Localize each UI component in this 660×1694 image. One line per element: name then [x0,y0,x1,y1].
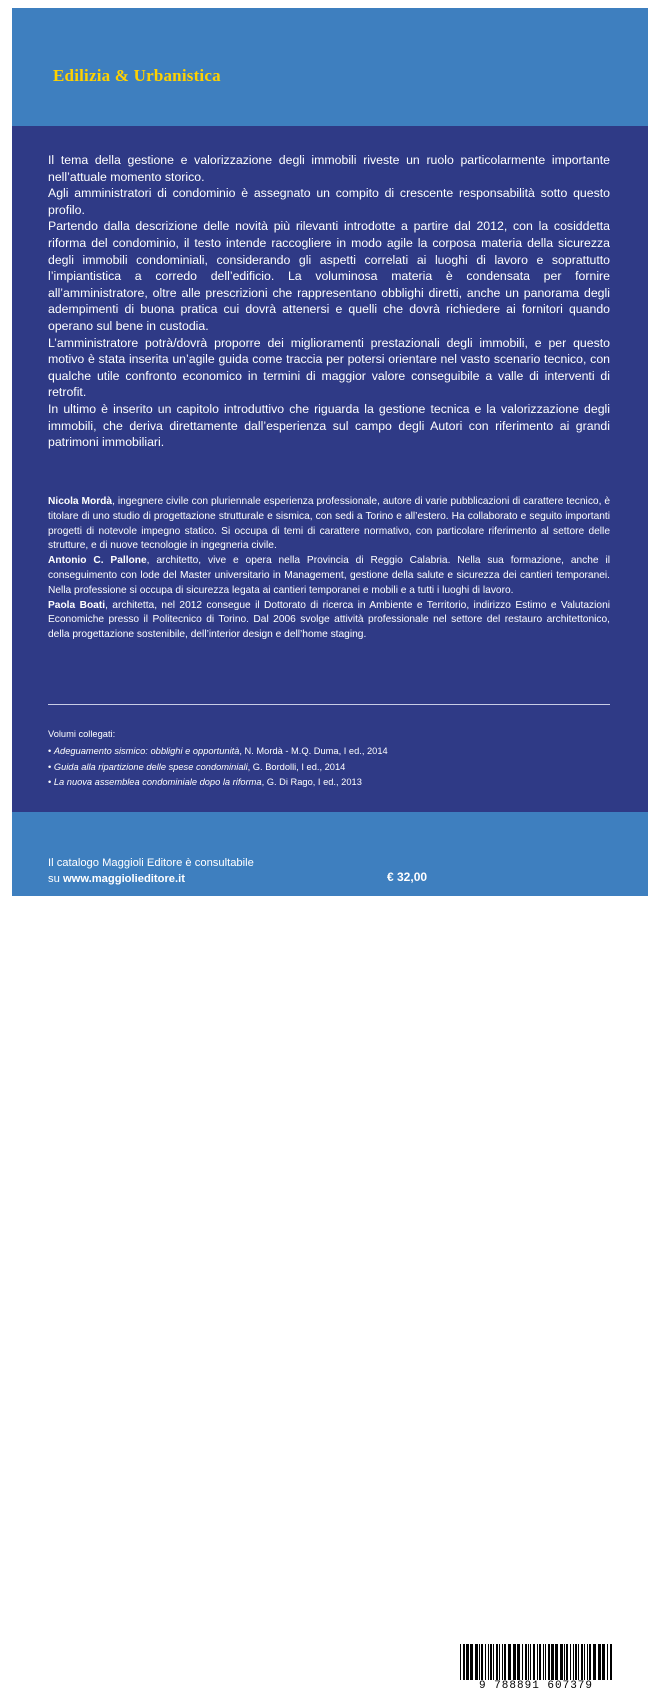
barcode-bar [481,1644,483,1680]
barcode-bar [560,1644,563,1680]
barcode-bar [485,1644,486,1680]
barcode-bar [598,1644,601,1680]
barcode-bar [545,1644,546,1680]
description-paragraph: Il tema della gestione e valorizzazione degli immobili riveste un ruolo particolarmente importante nell’attuale momento storico. [48,153,610,184]
barcode-bar [543,1644,544,1680]
barcode-bar [584,1644,585,1680]
barcode-bar [513,1644,516,1680]
isbn-text: 978-88-916-0737-9 [497,1624,597,1636]
author-bio [48,599,610,643]
barcode-bar [530,1644,531,1680]
barcode-bar [499,1644,500,1680]
related-volume-info: , G. Di Rago, I ed., 2013 [261,777,362,788]
barcode-bar [517,1644,520,1680]
divider [48,704,610,705]
author-bio [48,495,610,554]
barcode-bar [463,1644,465,1680]
back-cover [12,8,648,1692]
barcode-bar [593,1644,596,1680]
related-volume-item: • La nuova assemblea condominiale dopo la riforma, G. Di Rago, I ed., 2013 [48,777,362,788]
description-paragraph: In ultimo è inserito un capitolo introduttivo che riguarda la gestione tecnica e la valorizzazione degli immobili, che deriva direttamente dall’esperienza sul campo degli Autori con riferimento ai grandi patrimoni immobiliari. [48,401,610,450]
related-volume-title: Guida alla ripartizione delle spese condominiali [53,761,248,772]
authors-section [48,495,610,643]
barcode-bar [496,1644,498,1680]
barcode-bar [607,1644,608,1680]
barcode-bar [564,1644,565,1680]
barcode-bar [602,1644,605,1680]
barcode-bar [522,1644,523,1680]
barcode-bar [490,1644,492,1680]
barcode-bar [479,1644,480,1680]
barcode-bar [610,1644,612,1680]
price: € 32,00 [387,870,428,884]
description-paragraph: Agli amministratori di condominio è assegnato un compito di crescente responsabilità sotto questo profilo. [48,186,610,217]
barcode-digits: 9 788891 607379 [478,1680,594,1692]
barcode-bar [525,1644,527,1680]
related-volume-title: La nuova assemblea condominiale dopo la riforma [53,777,262,788]
related-volumes-title: Volumi collegati: [48,729,116,739]
barcode-bar [587,1644,588,1680]
barcode-bar [570,1644,571,1680]
barcode-bar [533,1644,535,1680]
header-band [12,8,648,126]
related-volume-item: • Guida alla ripartizione delle spese condominiali, G. Bordolli, I ed., 2014 [48,761,346,772]
barcode-bar [470,1644,473,1680]
barcode-bar [528,1644,529,1680]
related-volume-info: , G. Bordolli, I ed., 2014 [247,761,346,772]
barcode-bar [475,1644,478,1680]
barcode-bar [581,1644,583,1680]
barcode-bar [502,1644,503,1680]
description-text [48,152,610,451]
barcode-bar [555,1644,558,1680]
barcode-bar [573,1644,574,1680]
author-bio-text: , architetto, vive e opera nella Provincia di Reggio Calabria. Nella sua formazione, anche il conseguimento con lode del Master universitario in Management, gestione della salute e sicurezza dei cantieri temporanei. Nella professione si occupa di sicurezza legata ai cantieri temporanei e mobili e a tutti i luoghi di lavoro. [48,555,610,596]
barcode-bar [578,1644,579,1680]
publisher-link[interactable]: www.maggiolieditore.it [62,872,185,885]
barcode-bar [460,1644,461,1680]
related-volume-item: • Adeguamento sismico: obblighi e opportunità, N. Mordà - M.Q. Duma, I ed., 2014 [48,746,388,757]
barcode-bar [488,1644,489,1680]
related-volume-info: , N. Mordà - M.Q. Duma, I ed., 2014 [239,746,388,757]
barcode-bar [466,1644,469,1680]
author-bio-text: , ingegnere civile con pluriennale esperienza professionale, autore di varie pubblicazioni di carattere tecnico, è titolare di uno studio di progettazione strutturale e sismica, con sedi a Torino e all’estero. Ha collaborato e seguito importanti progetti di notevole impegno statico. Si occupa di temi di carattere normativo, con particolare riferimento al settore delle strutture, e di nuove tecnologie in ingegneria civile. [48,496,611,552]
barcode-bar [537,1644,538,1680]
related-volumes-list [48,744,610,790]
author-name: Antonio C. Pallone [48,555,147,567]
author-bio-text: , architetta, nel 2012 consegue il Dottorato di ricerca in Ambiente e Territorio, indirizzo Estimo e Valutazioni Economiche presso il Politecnico di Torino. Dal 2006 svolge attività professionale nel settore del restauro architettonico, della progettazione sostenibile, dell’interior design e dell’home staging. [48,599,611,641]
barcode [450,1640,622,1694]
description-paragraph: L’amministratore potrà/dovrà proporre dei miglioramenti prestazionali degli immobili, e per questo motivo è stata inserita un’agile guida come traccia per potersi orientare nel vasto scenario tecnico, con qualche utile confronto economico in termini di maggior valore conseguibile a valle di interventi di retrofit. [48,335,610,400]
description-paragraph: Partendo dalla descrizione delle novità più rilevanti introdotte a partire dal 2012, con la cosiddetta riforma del condominio, il testo intende raccogliere in modo agile la corposa materia della sicurezza degli immobili condominiali, considerando gli aspetti correlati ai luoghi di lavoro e soprattutto l’impiantistica a corredo dell’edificio. La voluminosa materia è condensata per fornire all’amministratore, oltre alle prescrizioni che rappresentano obblighi diretti, anche un panorama degli adempimenti di buona pratica cui dovrà attenersi e quelli che dovrà richiedere ai fornitori quando operano sul bene in custodia. [48,219,610,333]
barcode-bar [504,1644,506,1680]
barcode-bar [575,1644,577,1680]
related-volume-title: Adeguamento sismico: obblighi e opportunità [53,746,240,757]
barcode-bar [589,1644,591,1680]
catalog-line [48,872,254,888]
barcode-bar [548,1644,550,1680]
barcode-bar [539,1644,541,1680]
series-title: Edilizia & Urbanistica [53,66,221,85]
author-name: Paola Boati [48,599,106,611]
related-volumes [48,727,610,791]
author-name: Nicola Mordà [48,496,113,507]
author-bio [48,554,610,598]
barcode-bar [493,1644,494,1680]
barcode-bar [566,1644,568,1680]
barcode-bar [508,1644,511,1680]
barcode-bar [551,1644,554,1680]
catalog-note [48,856,254,887]
catalog-prefix: su [48,872,63,885]
catalog-line: Il catalogo Maggioli Editore è consultabile [48,857,254,869]
